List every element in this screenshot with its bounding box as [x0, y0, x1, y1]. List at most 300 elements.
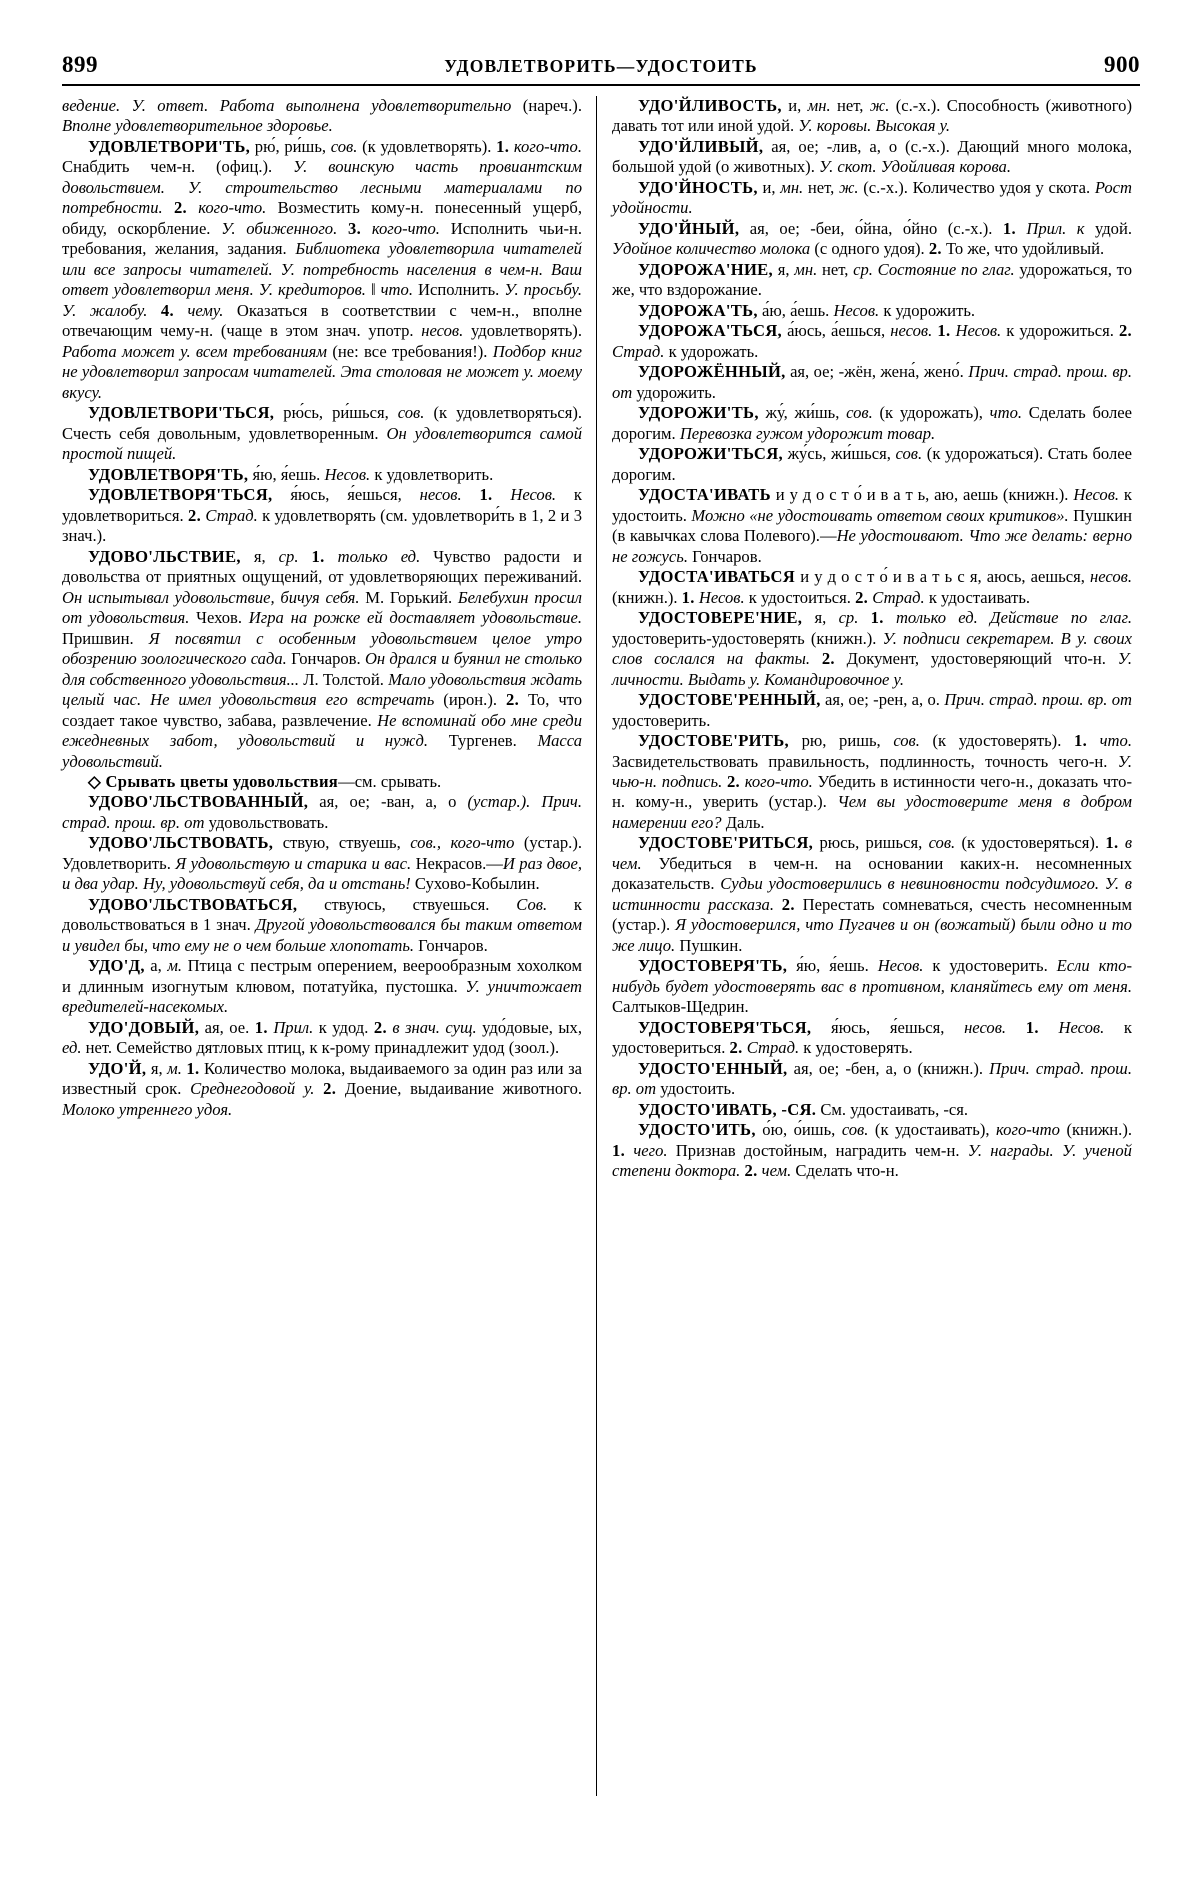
entry-italic: У. скот. Удойливая корова. — [819, 157, 1011, 177]
entry-text: я́ю, я́ешь. — [787, 956, 878, 976]
entry-italic: Библиотека удовлетворила читателей или все запросы читателей. У. потребность населения в чем-н. Ваш ответ удовлетворил меня. У. кредиторов. — [62, 239, 582, 300]
dictionary-entry — [612, 444, 1132, 485]
entry-text — [810, 649, 822, 668]
dictionary-entry — [612, 567, 1132, 608]
entry-text: Тургенев. — [428, 731, 538, 751]
entry-text — [174, 301, 188, 320]
entry-italic: ср. — [838, 608, 859, 628]
entry-italic: кого-что. — [513, 136, 582, 156]
entry-headword: УДОСТО'ИВАТЬ, -СЯ. — [638, 1099, 817, 1119]
entry-text: нет, — [830, 96, 870, 115]
entry-headword: УДОВЛЕТВОРИ'ТЬ, — [88, 136, 251, 156]
entry-italic: У. обиженного. — [221, 218, 338, 238]
entry-text: удо́довые, ых, — [476, 1017, 582, 1037]
entry-italic: Чем вы удостоверите меня в добром намерении его? — [612, 792, 1132, 832]
entry-text: (книжн.). — [612, 587, 682, 607]
entry-text: Птица с пестрым оперением, веерообразным хохолком и длинным изогнутым клювом, потатуйка, пустошка. — [62, 956, 583, 996]
entry-italic: Мало удовольствия ждать целый час. Не имел удовольствия его встречать — [62, 669, 582, 710]
entry-text: я́ю, я́ешь. — [248, 464, 325, 484]
entry-headword: УДОВО'ЛЬСТВОВАННЫЙ, — [88, 792, 309, 812]
entry-italic: сов. — [893, 731, 920, 751]
entry-italic: Страд. — [612, 341, 665, 361]
dictionary-entry — [62, 485, 582, 546]
entry-headword: 1. — [870, 608, 884, 628]
entry-text: а, — [144, 956, 168, 976]
entry-italic: кого-что — [996, 1120, 1060, 1140]
entry-text: Чувство радости и довольства от приятных ощущений, от удовлетворяющих переживаний. — [62, 546, 583, 587]
entry-text: рю, ришь, — [788, 731, 894, 751]
entry-italic: Судьи удостоверились в невиновности подсудимого. У. в истинности рассказа. — [612, 874, 1132, 914]
entry-text: нет, — [817, 259, 854, 279]
entry-text: (книжн.). — [1059, 1120, 1132, 1140]
entry-headword: УДОСТОВЕ'РИТЬ, — [638, 731, 789, 751]
entry-italic: (устар.). Прич. страд. прош. вр. от — [62, 792, 582, 832]
entry-text: Убедиться в чем-н. на основании каких-н. несомненных доказательств. — [612, 853, 1132, 894]
entry-italic: Он испытывал удовольствие, бичуя себя. — [62, 587, 360, 607]
dictionary-entry — [612, 321, 1132, 362]
entry-text: удорожить. — [632, 382, 716, 402]
entry-text — [337, 219, 348, 238]
dictionary-entry — [62, 956, 582, 1017]
entry-text: (с.-х.). Количество удоя у скота. — [858, 177, 1095, 197]
entry-text: удорожаться, то же, что вздорожание. — [612, 259, 1132, 300]
entry-text: (к удостоверяться). — [955, 833, 1106, 853]
entry-italic: ср. — [278, 546, 299, 566]
dictionary-entry — [612, 690, 1132, 731]
entry-headword: 2. — [188, 505, 202, 525]
dictionary-entry — [612, 1100, 1132, 1120]
dictionary-entry — [612, 219, 1132, 260]
entry-headword: 2. — [173, 198, 187, 218]
entry-text: к удод. — [313, 1017, 374, 1037]
dictionary-entry — [62, 137, 582, 403]
entry-headword: 2. — [373, 1017, 387, 1037]
entry-text: Признав достойным, наградить чем-н. — [667, 1140, 968, 1160]
entry-italic: У. личности. Выдать у. Командировочное у. — [612, 649, 1132, 689]
entry-text: Убедить в истинности чего-н., доказать что-н. кому-н., уверить (устар.). — [612, 771, 1132, 812]
entry-italic: Можно «не удостоивать ответом своих критиков». — [691, 505, 1069, 525]
dictionary-entry — [612, 956, 1132, 1017]
entry-text: Пушкин. — [675, 935, 743, 955]
entry-headword: УДО'ЙЛИВЫЙ, — [638, 136, 764, 156]
entry-text — [462, 485, 480, 504]
left-column — [62, 96, 582, 1796]
entry-italic: сов., кого-что — [410, 833, 515, 853]
entry-text: ая, ое; -жён, жена́, жено́. — [785, 362, 969, 382]
entry-text: жу́сь, жи́шься, — [782, 444, 896, 464]
entry-text: (к удовлетворять). — [357, 136, 497, 156]
entry-text: (нареч.). — [511, 96, 582, 115]
entry-text: Доение, выдаивание животного. — [336, 1079, 583, 1099]
entry-text: к удостоить. — [612, 485, 1132, 525]
entry-headword: УДОРОЖИ'ТЬСЯ, — [638, 444, 783, 464]
entry-headword: 2. — [744, 1161, 758, 1181]
entry-text: (к удостаивать), — [868, 1120, 997, 1140]
entry-italic: Сов. — [516, 894, 548, 914]
entry-italic: кого-что. — [744, 771, 813, 791]
entry-text — [298, 547, 311, 566]
column-divider — [596, 96, 597, 1796]
entry-italic: Я посвятил с особенным удовольствием целое утро обозрению зоологического сада. — [62, 628, 582, 669]
entry-text: (к удостоверять). — [919, 731, 1074, 751]
entry-headword: УДОСТОВЕРЯ'ТЬСЯ, — [638, 1017, 812, 1037]
entry-text: Оказаться в соответствии с чем-н., вполне отвечающим чему-н. (чаще в этом знач. употр. — [62, 300, 582, 341]
entry-text: (к удорожать), — [872, 403, 990, 423]
entry-italic: Работа может у. всем требованиям — [62, 341, 327, 361]
entry-text: Исполнить. — [413, 280, 505, 300]
entry-headword: УДОРОЖА'НИЕ, — [638, 259, 773, 279]
entry-text: о́ю, о́ишь, — [755, 1120, 842, 1140]
entry-text: удостоверить. — [612, 710, 711, 730]
entry-text — [314, 1079, 323, 1098]
dictionary-entry — [612, 833, 1132, 956]
entry-text: Засвидетельствовать правильность, подлинность, точность чего-н. — [612, 751, 1118, 771]
dictionary-entry — [62, 772, 582, 792]
entry-text: жу́, жи́шь, — [758, 403, 847, 423]
entry-text: Количество молока, выдаиваемого за один раз или за известный срок. — [62, 1058, 582, 1099]
entry-headword: 1. — [1073, 731, 1088, 751]
entry-italic: У. подписи секретарем. В у. своих слов сослался на факты. — [612, 628, 1132, 669]
entry-headword: УДОРОЖИ'ТЬ, — [638, 403, 759, 423]
entry-italic: что. — [989, 403, 1023, 423]
entry-italic: У. воинскую часть провиантским довольствием. У. строительство лесными материалами по потребности. — [62, 157, 583, 218]
entry-headword: 1. — [1002, 218, 1016, 238]
entry-headword: 1. — [681, 587, 695, 607]
entry-text: к удостоверять. — [799, 1038, 913, 1058]
dictionary-entry — [612, 260, 1132, 301]
dictionary-entry — [62, 833, 582, 894]
entry-headword: УДО'ЙНЫЙ, — [638, 218, 740, 238]
entry-italic: Он удовлетворится самой простой пищей. — [62, 423, 583, 464]
running-title: УДОВЛЕТВОРИТЬ—УДОСТОИТЬ — [444, 56, 758, 76]
entry-text: ая, ое; -лив, а, о (с.-х.). Дающий много молока, большой удой (о животных). — [612, 136, 1132, 177]
entry-italic: ж. — [869, 96, 890, 115]
entry-headword: УДОВО'ЛЬСТВИЕ, — [88, 546, 241, 566]
entry-italic: Несов. — [833, 300, 880, 320]
entry-text: удовольствовать. — [204, 812, 329, 832]
dictionary-entry — [62, 465, 582, 485]
entry-text: рю́, ри́шь, — [250, 136, 331, 156]
entry-text: Гончаров. — [286, 649, 365, 669]
entry-text: ая, ое; -бен, а, о (книжн.). — [787, 1058, 990, 1078]
entry-text: Сделать более дорогим. — [612, 403, 1132, 443]
entry-text: рюсь, ришься, — [813, 833, 929, 853]
entry-headword: УДОВЛЕТВОРЯ'ТЬ, — [88, 464, 249, 484]
entry-headword: 2. — [781, 894, 795, 914]
entry-italic: Несов. — [1073, 485, 1120, 505]
entry-text: То, что создает такое чувство, забава, развлечение. — [62, 690, 582, 730]
entry-headword: УДОСТОВЕРЯ'ТЬ, — [638, 956, 788, 976]
entry-headword: УДОСТОВЕ'РИТЬСЯ, — [638, 833, 814, 853]
entry-italic: чем. — [761, 1161, 792, 1181]
entry-italic: сов. — [330, 136, 358, 156]
entry-headword: 1. — [612, 1140, 626, 1160]
entry-italic: мн. — [794, 259, 818, 279]
entry-text: ствуюсь, ствуешься. — [297, 894, 517, 914]
entry-italic: Не удостоивают. Что же делать: верно не гожусь. — [612, 526, 1132, 566]
entry-headword: 2. — [855, 587, 869, 607]
entry-text: и у д о с т о́ и в а т ь с я, аюсь, аешься, — [795, 567, 1091, 587]
entry-text: Возместить кому-н. понесенный ущерб, обиду, оскорбление. — [62, 198, 583, 238]
entry-headword: УДОРОЖА'ТЬ, — [638, 300, 758, 320]
dictionary-entry — [612, 362, 1132, 403]
entry-text: Документ, удостоверяющий что-н. — [834, 649, 1118, 669]
entry-text: а́ю, а́ешь. — [757, 300, 834, 320]
page-header — [62, 52, 1140, 78]
dictionary-entry — [62, 792, 582, 833]
entry-italic: м. — [167, 956, 183, 976]
dictionary-entry — [62, 403, 582, 464]
entry-italic: ср. Состояние по глаг. — [853, 259, 1015, 279]
entry-text: удовлетворять). — [463, 321, 582, 341]
entry-headword: ◇ — [88, 771, 106, 791]
entry-text: нет, — [803, 177, 839, 197]
entry-text — [1087, 731, 1100, 750]
entry-headword: УДОВО'ЛЬСТВОВАТЬСЯ, — [88, 894, 298, 914]
entry-italic: только ед. — [337, 546, 421, 566]
entry-text: Исполнить чьи-н. требования, желания, задания. — [62, 218, 583, 259]
entry-italic: Несов. — [877, 956, 924, 976]
entry-headword: Срывать цветы удовольствия — [105, 771, 339, 791]
entry-headword: 2. — [323, 1079, 337, 1099]
entry-headword: 1. — [1105, 833, 1119, 853]
entry-italic: У. просьбу. У. жалобу. — [62, 280, 582, 320]
entry-headword: 4. — [160, 300, 174, 320]
entry-headword: 3. — [348, 218, 362, 238]
entry-headword: УДОРОЖЁННЫЙ, — [638, 362, 786, 382]
entry-italic: Прич. страд. прош. вр. от — [612, 1058, 1132, 1099]
entry-text: См. удостаивать, -ся. — [816, 1099, 969, 1119]
entry-text: удостоить. — [656, 1079, 736, 1099]
entry-headword: 2. — [729, 1038, 743, 1058]
entry-italic: только ед. Действие по глаг. — [895, 608, 1132, 628]
dictionary-entry — [62, 1059, 582, 1120]
entry-text: Снабдить чем-н. (офиц.). — [62, 157, 294, 177]
entry-headword: УДО'ДОВЫЙ, — [88, 1017, 200, 1037]
entry-text: я, — [240, 546, 279, 566]
entry-text: к удовлетворить. — [370, 464, 494, 484]
entry-headword: 1. — [311, 546, 325, 566]
entry-text — [325, 547, 338, 566]
entry-headword: 1. — [479, 485, 493, 505]
entry-text: удой. — [1084, 218, 1133, 238]
entry-italic: несов. — [890, 321, 933, 341]
entry-text: Некрасов.— — [411, 853, 503, 873]
entry-text: Сухово-Кобылин. — [410, 874, 540, 894]
entry-headword: УДОСТА'ИВАТЬСЯ — [638, 567, 796, 587]
entry-headword: УДОВЛЕТВОРИ'ТЬСЯ, — [88, 403, 275, 423]
entry-italic: Страд. — [205, 505, 258, 525]
entry-headword: УДОВО'ЛЬСТВОВАТЬ, — [88, 833, 274, 853]
entry-text: Сделать что-н. — [791, 1161, 899, 1181]
entry-italic: Молоко утреннего удоя. — [62, 1099, 233, 1119]
folio-left: 899 — [62, 52, 98, 77]
entry-text: Пришвин. — [62, 628, 149, 648]
entry-text: Салтыков-Щедрин. — [612, 997, 749, 1017]
entry-text — [493, 485, 511, 504]
entry-text: рю́сь, ри́шься, — [274, 403, 398, 423]
entry-italic: Рост удойности. — [612, 177, 1132, 218]
entry-italic: сов. — [397, 403, 425, 423]
entry-italic: И раз двое, и два удар. Ну, удовольствуй себя, да и отстань! — [62, 853, 582, 894]
entry-headword: УДОСТА'ИВАТЬ — [638, 485, 771, 505]
entry-text — [1016, 219, 1026, 238]
entry-text: я, — [802, 608, 839, 628]
entry-italic: несов. — [964, 1017, 1007, 1037]
entry-italic: мн. — [807, 96, 831, 115]
entry-text: (к удорожаться). Стать более дорогим. — [612, 444, 1132, 484]
entry-headword: УДОСТО'ЕННЫЙ, — [638, 1058, 788, 1078]
entry-text: ая, ое; -беи, о́йна, о́йно (с.-х.). — [739, 218, 1003, 238]
entry-text: Пушкин (в кавычках слова Полевого).— — [612, 505, 1132, 546]
entry-italic: У. чью-н. подпись. — [612, 751, 1132, 791]
entry-text: к удорожиться. — [1001, 321, 1119, 341]
entry-headword: УДОСТО'ИТЬ, — [638, 1120, 756, 1140]
entry-italic: Он дрался и буянил не столько для собственного удовольствия... — [62, 649, 582, 689]
entry-italic: Перевозка гужом удорожит товар. — [679, 423, 936, 443]
entry-headword: УДО'ЙЛИВОСТЬ, — [638, 96, 782, 115]
entry-text: Гончаров. — [414, 935, 488, 955]
entry-italic: Я удостоверился, что Пугачев и он (вожатый) были одно и то же лицо. — [612, 915, 1132, 955]
entry-italic: Прич. страд. прош. вр. от — [944, 690, 1132, 710]
entry-italic: Несов. — [510, 485, 557, 505]
folio-right: 900 — [1104, 52, 1140, 77]
entry-italic: в знач. сущ. — [392, 1017, 477, 1037]
entry-text: (к удовлетворяться). Счесть себя довольным, удовлетворенным. — [62, 403, 583, 443]
entry-italic: У. награды. У. ученой степени доктора. — [612, 1140, 1132, 1181]
entry-text: (не: все требования!). — [327, 341, 493, 361]
dictionary-entry — [612, 301, 1132, 321]
entry-text: к удостовериться. — [612, 1017, 1132, 1058]
entry-text: к удостоверить. — [923, 956, 1057, 976]
entry-headword: УДОСТОВЕРЕ'НИЕ, — [638, 608, 803, 628]
dictionary-entry — [612, 608, 1132, 690]
header-rule — [62, 84, 1140, 86]
entry-italic: Несов. — [955, 321, 1002, 341]
entry-text: к довольствоваться в 1 знач. — [62, 894, 582, 935]
entry-text: к удовлетворять (см. удовлетвори́ть в 1, 2 и 3 знач.). — [62, 505, 582, 546]
entry-italic: Игра на рожке ей доставляет удовольствие. — [248, 608, 582, 628]
entry-italic: мн. — [780, 177, 804, 197]
entry-headword: 1. — [1025, 1017, 1039, 1037]
entry-text: Гончаров. — [687, 546, 762, 566]
entry-text — [187, 198, 198, 217]
entry-headword: 2. — [1118, 321, 1132, 341]
entry-italic: ед. — [62, 1038, 82, 1058]
entry-italic: Белебухин просил от удовольствия. — [62, 587, 582, 628]
entry-headword: УДО'ЙНОСТЬ, — [638, 177, 758, 197]
entry-italic: сов. — [841, 1120, 869, 1140]
entry-italic: что. — [380, 280, 413, 300]
entry-italic: Прил. — [273, 1017, 314, 1037]
entry-headword: 1. — [496, 136, 510, 156]
entry-headword: 2. — [726, 771, 740, 791]
entry-headword: 1. — [937, 321, 951, 341]
entry-text: (с одного удоя). — [810, 239, 929, 259]
entry-text: ая, ое; -рен, а, о. — [820, 690, 945, 710]
entry-text: я́юсь, я́ешься, — [272, 485, 420, 505]
dictionary-entry — [612, 96, 1132, 137]
entry-headword: УДОРОЖА'ТЬСЯ, — [638, 321, 782, 341]
entry-text: удостоверить-удостоверять (книжн.). — [612, 628, 883, 648]
dictionary-entry — [612, 178, 1132, 219]
entry-text: к удостоиться. — [744, 587, 856, 607]
entry-text: (с.-х.). Способность (животного) давать тот или иной удой. — [612, 96, 1132, 136]
right-column — [612, 96, 1132, 1796]
entry-text — [163, 198, 174, 217]
entry-text: и у д о с т о́ и в а т ь, аю, аешь (книжн.). — [770, 485, 1074, 505]
dictionary-entry — [612, 1059, 1132, 1100]
entry-headword: УДО'Й, — [88, 1058, 147, 1078]
entry-italic: сов. — [895, 444, 923, 464]
entry-text: (устар.). Удовлетворить. — [62, 833, 582, 873]
entry-text: ая, ое. — [199, 1017, 255, 1037]
entry-text: к удостаивать. — [924, 587, 1031, 607]
entry-italic: сов. — [928, 833, 956, 853]
entry-text: —см. срывать. — [338, 771, 442, 791]
entry-text — [361, 219, 372, 238]
columns-wrapper — [62, 96, 1140, 1796]
entry-italic: Страд. — [872, 587, 925, 607]
entry-text: я́юсь, я́ешься, — [811, 1017, 965, 1037]
entry-italic: Несов. — [324, 464, 371, 484]
entry-text: Чехов. — [189, 608, 249, 628]
entry-text: я, — [146, 1058, 168, 1078]
entry-italic: чему. — [187, 300, 224, 320]
entry-text: к удорожить. — [879, 300, 976, 320]
entry-italic: Если кто-нибудь будет удостоверять вас в противном, кланяйтесь ему от меня. — [612, 956, 1132, 996]
entry-text: Даль. — [721, 812, 765, 832]
dictionary-entry — [612, 731, 1132, 833]
entry-italic: Другой удовольствовался бы таким ответом и увидел бы, что ему не о чем больше хлопотать. — [62, 915, 582, 955]
entry-italic: Прил. к — [1026, 218, 1085, 238]
entry-italic: кого-что. — [371, 218, 440, 238]
entry-italic: в чем. — [612, 833, 1133, 873]
entry-italic: чего. — [633, 1140, 668, 1160]
entry-italic: Я удовольствую и старика и вас. — [175, 853, 412, 873]
entry-text: ствую, ствуешь, — [273, 833, 411, 853]
dictionary-entry — [612, 137, 1132, 178]
entry-italic: Несов. — [698, 587, 745, 607]
entry-text: То же, что удойливый. — [941, 239, 1105, 259]
entry-italic: ж. — [838, 177, 859, 197]
entry-headword: 1. — [186, 1058, 200, 1078]
entry-italic: Не вспоминай обо мне среди ежедневных забот, удовольствий и нужд. — [62, 710, 582, 751]
dictionary-entry — [62, 96, 582, 137]
entry-italic: Удойное количество молока — [612, 239, 811, 259]
entry-italic: Подбор книг не удовлетворил запросам читателей. Эта столовая не может у. моему вкусу. — [62, 341, 583, 402]
entry-text: ‖ — [365, 280, 381, 300]
entry-text — [884, 608, 896, 627]
entry-italic: У. коровы. Высокая у. — [798, 116, 951, 136]
entry-text — [147, 301, 161, 320]
entry-text: к удорожать. — [664, 341, 759, 361]
dictionary-entry — [62, 547, 582, 772]
dictionary-entry — [612, 403, 1132, 444]
entry-italic: Страд. — [746, 1038, 800, 1058]
entry-headword: 2. — [821, 649, 835, 669]
dictionary-entry — [62, 895, 582, 956]
entry-text: (ирон.). — [434, 690, 506, 710]
entry-text — [774, 895, 782, 914]
entry-italic: несов. — [1090, 567, 1132, 587]
entry-headword: УДОВЛЕТВОРЯ'ТЬСЯ, — [88, 485, 273, 505]
entry-italic: ведение. У. ответ. Работа выполнена удовлетворительно — [62, 96, 512, 115]
entry-headword: 2. — [928, 239, 942, 259]
entry-italic: Несов. — [1058, 1017, 1105, 1037]
entry-text: Перестать сомневаться, счесть несомненным (устар.). — [612, 894, 1132, 935]
entry-text: я, — [773, 259, 795, 279]
